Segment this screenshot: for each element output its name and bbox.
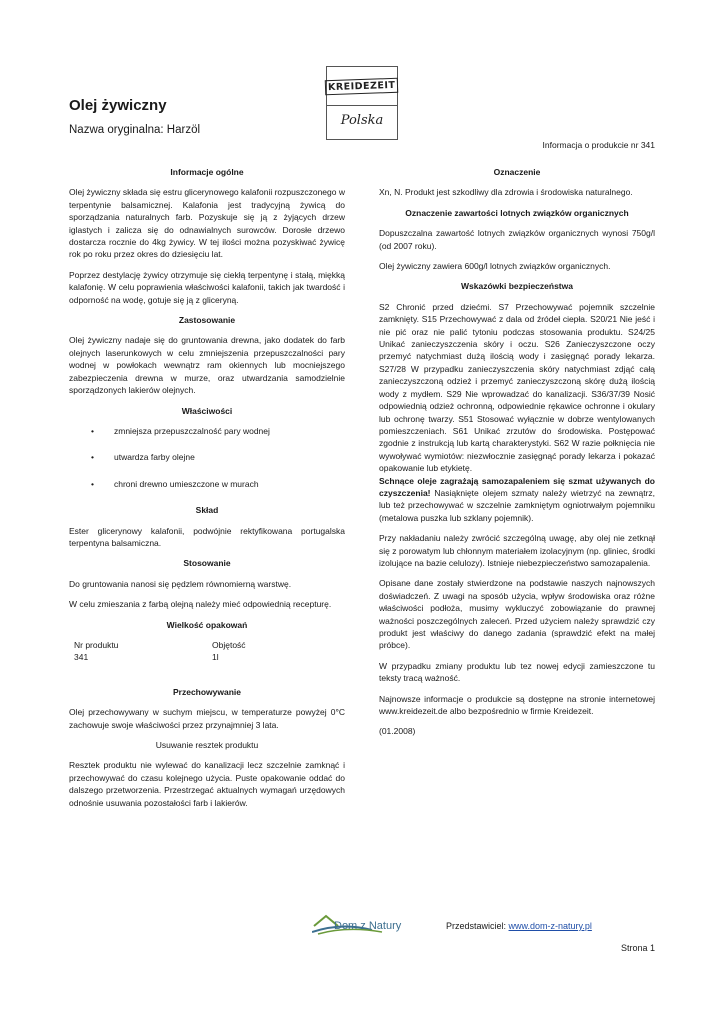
marking-paragraph: Xn, N. Produkt jest szkodliwy dla zdrowia i środowiska naturalnego. [379,187,633,198]
safety-warning [379,475,655,525]
heading-general: Informacje ogólne [170,167,244,177]
heading-properties: Właściwości [181,405,233,416]
right-column [379,166,655,746]
voc-paragraph-2: Olej żywiczny zawiera 600g/l lotnych związków organicznych. [379,261,611,272]
edition-paragraph: W przypadku zmiany produktu lub tez nowej edycji zamieszczone tu teksty tracą ważność. [379,660,655,684]
heading-composition: Skład [195,505,219,516]
logo-brand: KREIDEZEIT [325,77,399,95]
representative-label: Przedstawiciel: [446,921,509,931]
heading-safety: Wskazówki bezpieczeństwa [461,281,573,292]
logo-country: Polska [340,113,384,128]
safety-paragraph-3: Przy nakładaniu należy zwrócić szczególną uwagę, aby olej nie zetknął się z porowatym lub chłonnym materiałem izolacyjnym (np. gliniec, środki izolujące na bazie celulozy). Istnieje niebezpieczeństwo samozapalenia. [379,533,655,568]
product-info-number: Informacja o produkcie nr 341 [542,140,655,150]
disclaimer-paragraph: Opisane dane zostały stwierdzone na podstawie naszych najnowszych doświadczeń. Z uwagi na sposób użycia, wpływ środowiska oraz różne właściwości podłoża, musimy wykluczyć zobowiązanie do prawnej ważności poszczególnych zaleceń. Przed użyciem należy sprawdzić czy produkt jest właściwy do danego zadania (sprawdzić efekt na małej próbce). [379,578,655,651]
usage-paragraph: Olej żywiczny nadaje się do gruntowania drewna, jako dodatek do farb olejnych laserunkowych w celu zmniejszenia przepuszczalności pary wodnej w powłokach wewnątrz ram okiennych lub mocniejszego zabezpieczenia drewna w murze, oraz utwardzania samodzielnie sporządzonych lakierów olejnych. [69,335,345,396]
list-item: • utwardza farby olejne [69,451,345,463]
page-title: Olej żywiczny [69,97,167,114]
application-paragraph-2: W celu zmieszania z farbą olejną należy mieć odpowiednią recepturę. [69,599,332,610]
page-number: Strona 1 [620,943,655,953]
list-item: • zmniejsza przepuszczalność pary wodnej [69,425,345,437]
general-paragraph-1: Olej żywiczny składa się estru glicerynowego kalafonii rozpuszczonego w terpentynie balsamicznej. Kalafonia jest tradycyjną żywicą do sporządzania naturalnych farb. Pozyskuje się ją z żyjących drzew iglastych i zalicza się do odnawialnych surowców. Dorosłe drzewo dostarcza rocznie do 4kg żywicy. W tej ilości można pozyskiwać żywicę rok po roku przez okres do dziesięciu lat. [69,187,345,260]
list-item: • chroni drewno umieszczone w murach [69,478,345,490]
original-name: Nazwa oryginalna: Harzöl [69,124,201,136]
document-date: (01.2008) [379,726,416,737]
kreidezeit-logo [326,66,398,140]
packaging-volume: 1l [212,652,219,663]
storage-paragraph: Olej przechowywany w suchym miejscu, w temperaturze powyżej 0°C zachowuje swoje właściwości przez przynajmniej 3 lata. [69,707,345,730]
heading-application: Stosowanie [183,558,231,569]
packaging-col-product-nr: Nr produktu [74,639,119,650]
website-paragraph: Najnowsze informacje o produkcie są dostępne na stronie internetowej www.kreidezeit.de albo bezpośrednio w firmie Kreidezeit. [379,693,655,717]
general-paragraph-2: Poprzez destylację żywicy otrzymuje się ciekłą terpentynę i stałą, miękką kalafonię. W celu poprawienia właściwości kalafonii, takich jak twardość i odporność na wodę, gotuje się ją z gliceryną. [69,269,345,305]
disposal-paragraph: Resztek produktu nie wylewać do kanalizacji lecz szczelnie zamknąć i przechowywać do czasu kolejnego użycia. Puste opakowanie oddać do dalszego przetworzenia. Przestrzegać aktualnych wymagań urzędowych odnośnie usuwania pozostałości farb i lakierów. [69,760,345,808]
heading-usage: Zastosowanie [178,315,236,326]
heading-storage: Przechowywanie [172,686,242,697]
left-column [69,166,345,817]
safety-warning-rest: Nasiąknięte olejem szmaty należy wietrzyć na zewnątrz, lub też przechowywać w szczelnie zamkniętym ogniotrwałym pojemniku (metalowa puszka lub szklany pojemnik). [379,487,655,523]
dom-z-natury-logo [312,912,416,938]
voc-paragraph-1: Dopuszczalna zawartość lotnych związków organicznych wynosi 750g/l (od 2007 roku). [379,228,655,251]
properties-list [69,425,345,490]
packaging-col-volume: Objętość [212,639,246,650]
composition-paragraph: Ester glicerynowy kalafonii, podwójnie rektyfikowana portugalska terpentyna balsamiczna. [69,525,345,548]
heading-packaging: Wielkość opakowań [166,619,248,630]
representative-link[interactable]: www.dom-z-natury.pl [508,921,592,931]
footer-logo-text: Dom z Natury [334,920,402,932]
heading-marking: Oznaczenie [493,167,541,177]
packaging-product-nr: 341 [74,652,89,663]
packaging-table [74,639,345,664]
safety-paragraph-1: S2 Chronić przed dziećmi. S7 Przechowywać pojemnik szczelnie zamknięty. S15 Przechowywać z dala od źródeł ciepła. S20/21 Nie jeść i nie pić oraz nie palić tytoniu podczas stosowania produktu. S24/25 Unikać zanieczyszczenia skóry i oczu. S26 Zanieczyszczone oczy przemyć natychmiast dużą ilością wody i zasięgnąć porady lekarza. S27/28 W przypadku zanieczyszczenia skóry natychmiast zdjąć całą zanieczyszczoną odzież i przemyć zanieczyszczoną skórę dużą ilością wody z mydłem. S29 Nie wprowadzać do kanalizacji. S36/37/39 Nosić odpowiednią odzież ochronną, odpowiednie rękawice ochronne i okulary lub ochronę twarzy. S51 Stosować wyłącznie w dobrze wentylowanych pomieszczeniach. S61 Unikać zrzutów do środowiska. Postępować zgodnie z instrukcją lub kartą charakterystyki. S62 W razie połknięcia nie wywoływać wymiotów: niezwłocznie zasięgnąć porady lekarza i pokazać opakowanie lub etykietę. [379,301,655,474]
representative [446,921,592,931]
heading-disposal: Usuwanie resztek produktu [155,740,259,750]
safety-warning-bold: Schnące oleje zagrażają samozapaleniem się szmat używanych do czyszczenia! [379,475,655,498]
heading-voc: Oznaczenie zawartości lotnych związków organicznych [405,207,629,218]
application-paragraph-1: Do gruntowania nanosi się pędzlem równomierną warstwę. [69,578,292,589]
